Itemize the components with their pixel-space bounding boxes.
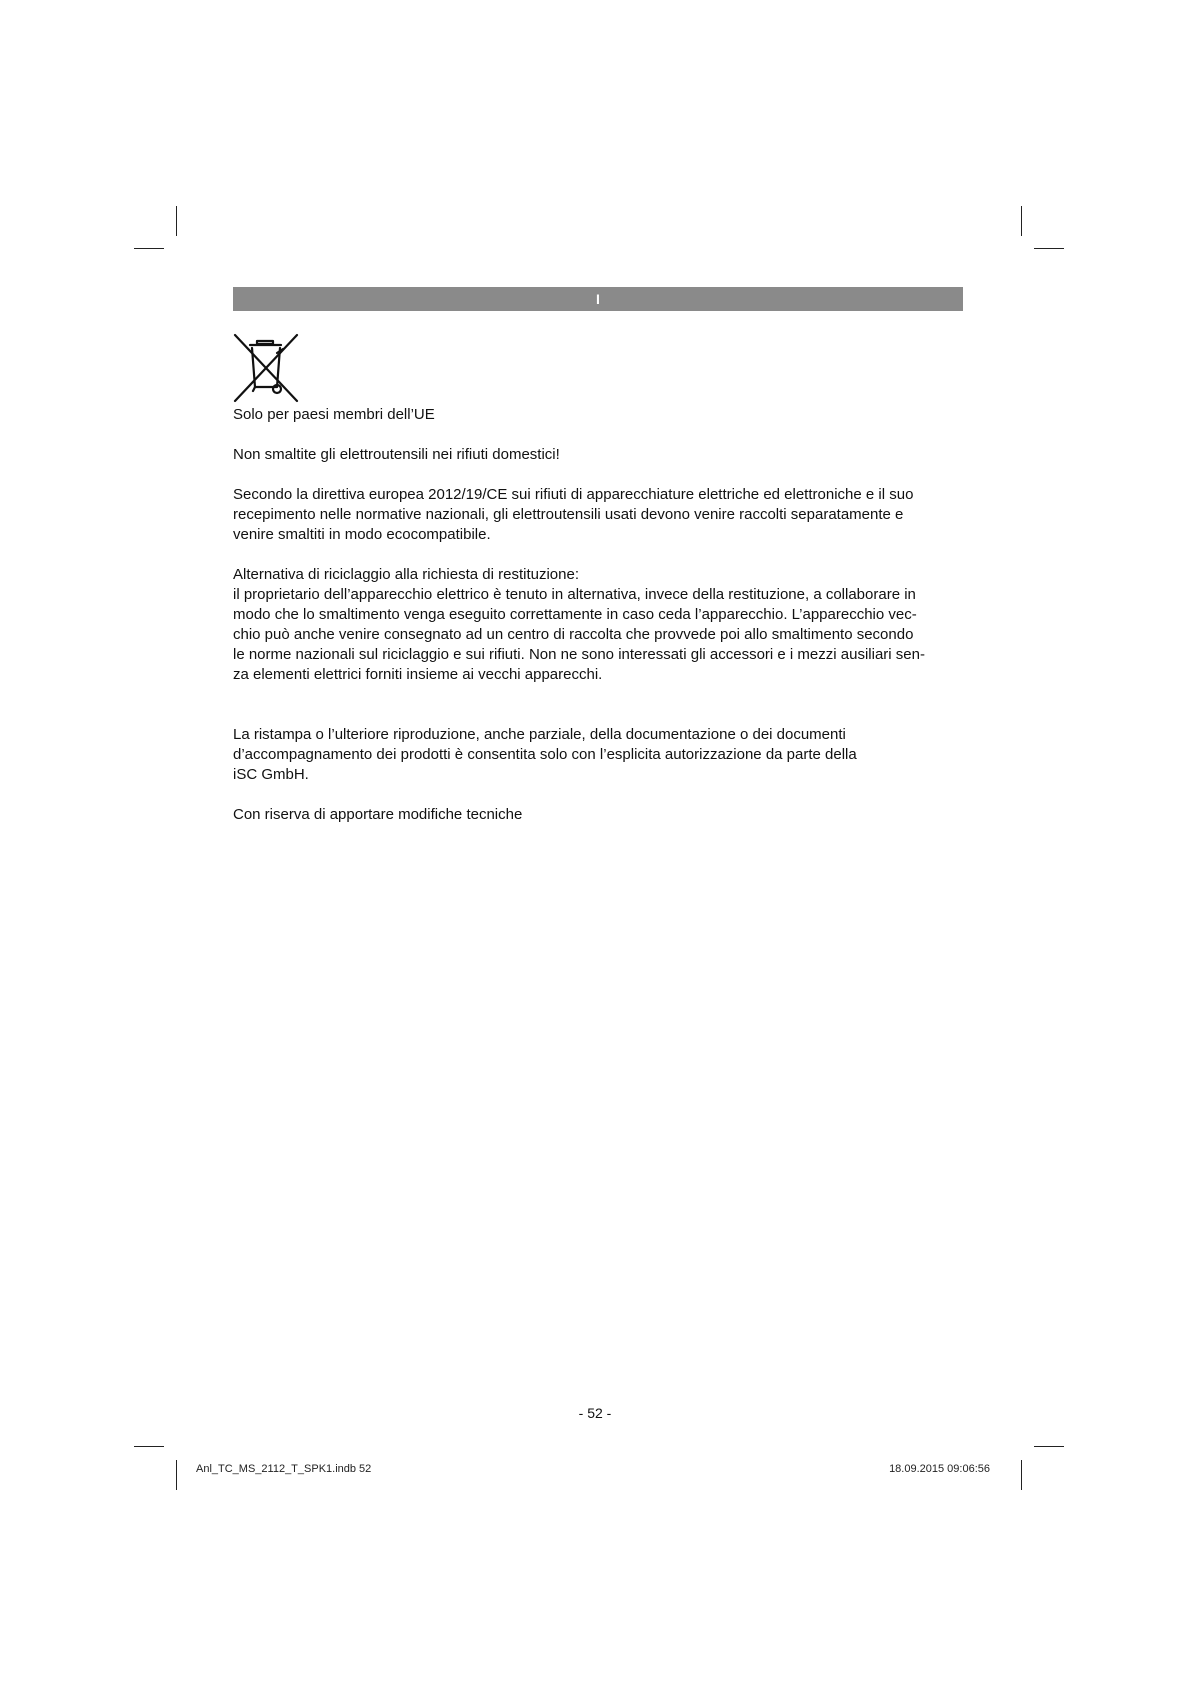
crop-mark-bottom-left-horizontal bbox=[134, 1446, 164, 1447]
technical-changes-note: Con riserva di apportare modifiche tecniche bbox=[233, 806, 523, 823]
crop-mark-bottom-right-horizontal bbox=[1034, 1446, 1064, 1447]
reprint-notice: La ristampa o l’ulteriore riproduzione, anche parziale, della documentazione o dei documenti d’accompagnamento dei prodotti è consentita solo con l’esplicita autorizzazione da parte della iSC GmbH. bbox=[233, 726, 857, 783]
page-number: - 52 - bbox=[578, 1405, 612, 1421]
file-name-slug: Anl_TC_MS_2112_T_SPK1.indb 52 bbox=[196, 1463, 372, 1475]
crossed-out-wheelie-bin-icon bbox=[233, 333, 299, 403]
crop-mark-top-left-horizontal bbox=[134, 248, 164, 249]
recycling-alternative-title: Alternativa di riciclaggio alla richiesta di restituzione: bbox=[233, 566, 579, 583]
crop-mark-bottom-right-vertical bbox=[1021, 1460, 1022, 1490]
timestamp-slug: 18.09.2015 09:06:56 bbox=[889, 1463, 990, 1475]
eu-only-note: Solo per paesi membri dell’UE bbox=[233, 406, 435, 423]
disposal-text bbox=[233, 405, 963, 825]
no-household-waste-warning: Non smaltite gli elettroutensili nei rifiuti domestici! bbox=[233, 446, 560, 463]
recycling-alternative-paragraph: il proprietario dell’apparecchio elettrico è tenuto in alternativa, invece della restituzione, a collaborare in modo che lo smaltimento venga eseguito correttamente in caso ceda l’apparecchio. L’apparecchio vec- chio può anche venire consegnato ad un centro di raccolta che provvede poi allo smaltimento secondo le norme nazionali sul riciclaggio e sui rifiuti. Non ne sono interessati gli accessori e i mezzi ausiliari sen- za elementi elettrici forniti insieme ai vecchi apparecchi. bbox=[233, 586, 925, 683]
directive-paragraph: Secondo la direttiva europea 2012/19/CE sui rifiuti di apparecchiature elettriche ed elettroniche e il suo recepimento nelle normative nazionali, gli elettroutensili usati devono venire raccolti separatamente e venire smaltiti in modo ecocompatibile. bbox=[233, 486, 914, 543]
crop-mark-top-left-vertical bbox=[176, 206, 177, 236]
crop-mark-top-right-horizontal bbox=[1034, 248, 1064, 249]
crop-mark-bottom-left-vertical bbox=[176, 1460, 177, 1490]
language-header-bar bbox=[233, 287, 963, 311]
crop-mark-top-right-vertical bbox=[1021, 206, 1022, 236]
language-code: I bbox=[596, 291, 600, 307]
